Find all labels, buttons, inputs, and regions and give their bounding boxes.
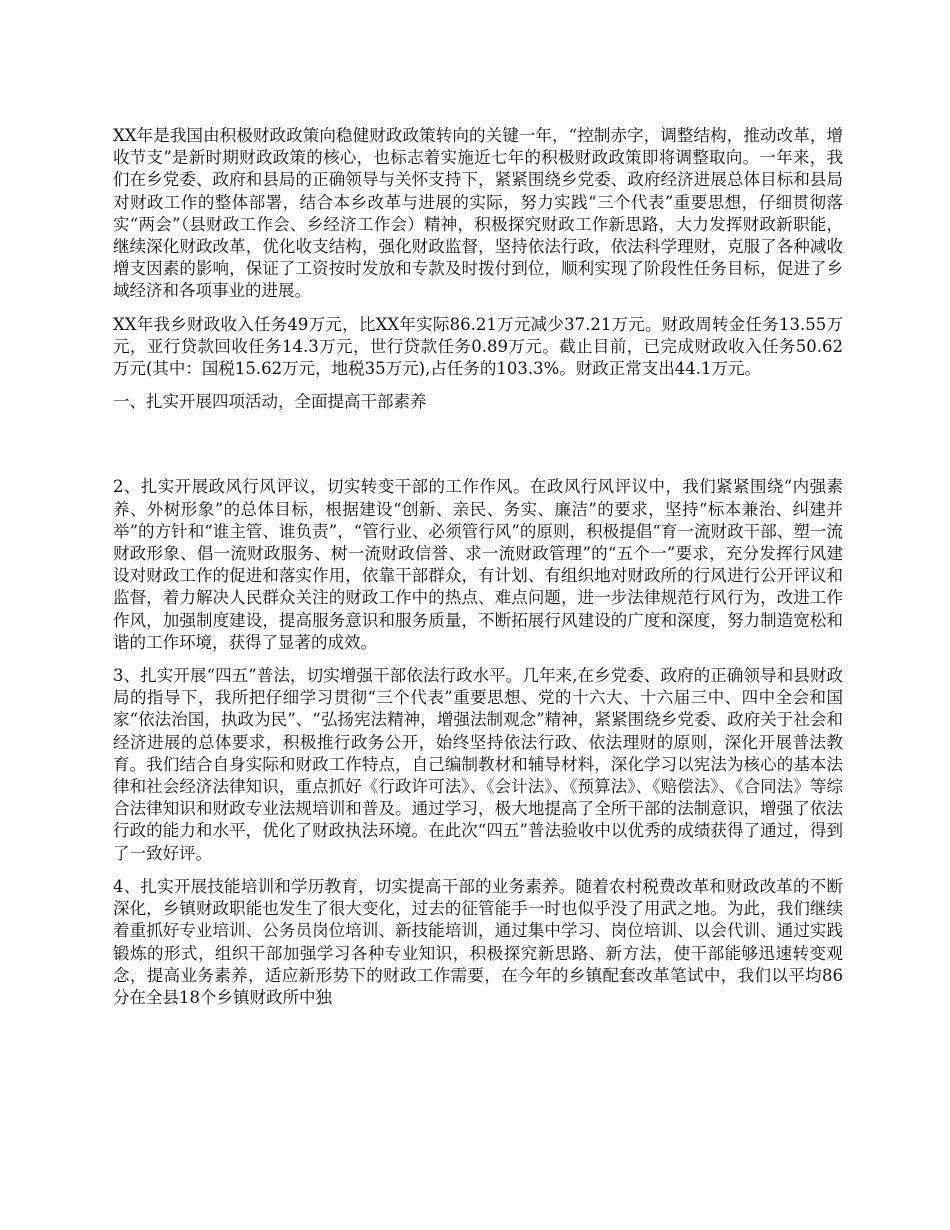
paragraph-revenue: XX年我乡财政收入任务49万元，比XX年实际86.21万元减少37.21万元。财政周转金任务13.55万元，亚行贷款回收任务14.3万元，世行贷款任务0.89万元。截止目前，已完成财政收入任务50.62万元(其中：国税15.62万元，地税35万元),占任务的103.3%。财政正常支出44.1万元。 <box>113 314 843 379</box>
paragraph-intro: XX年是我国由积极财政政策向稳健财政政策转向的关键一年，“控制赤字，调整结构，推动改革，增收节支”是新时期财政政策的核心，也标志着实施近七年的积极财政政策即将调整取向。一年来，我们在乡党委、政府和县局的正确领导与关怀支持下，紧紧围绕乡党委、政府经济进展总体目标和县局对财政工作的整体部署，结合本乡改革与进展的实际，努力实践“三个代表”重要思想，仔细贯彻落实“两会”（县财政工作会、乡经济工作会）精神，积极探究财政工作新思路，大力发挥财政新职能，继续深化财政改革，优化收支结构，强化财政监督，坚持依法行政，依法科学理财，克服了各种减收增支因素的影响，保证了工资按时发放和专款及时拨付到位，顺利实现了阶段性任务目标，促进了乡域经济和各项事业的进展。 <box>113 126 843 301</box>
paragraph-item-3: 3、扎实开展“四五”普法，切实增强干部依法行政水平。几年来,在乡党委、政府的正确领导和县财政局的指导下，我所把仔细学习贯彻“三个代表”重要思想、党的十六大、十六届三中、四中全会和国家“依法治国，执政为民”、“弘扬宪法精神，增强法制观念”精神，紧紧围绕乡党委、政府关于社会和经济进展的总体要求，积极推行政务公开，始终坚持依法行政、依法理财的原则，深化开展普法教育。我们结合自身实际和财政工作特点，自己编制教材和辅导材料，深化学习以宪法为核心的基本法律和社会经济法律知识，重点抓好《行政许可法》、《会计法》、《预算法》、《赔偿法》、《合同法》等综合法律知识和财政专业法规培训和普及。通过学习，极大地提高了全所干部的法制意识，增强了依法行政的能力和水平，优化了财政执法环境。在此次“四五”普法验收中以优秀的成绩获得了通过，得到了一致好评。 <box>113 666 843 863</box>
paragraph-item-4: 4、扎实开展技能培训和学历教育，切实提高干部的业务素养。随着农村税费改革和财政改革的不断深化，乡镇财政职能也发生了很大变化，过去的征管能手一时也似乎没了用武之地。为此，我们继续着重抓好专业培训、公务员岗位培训、新技能培训，通过集中学习、岗位培训、以会代训、通过实践锻炼的形式，组织干部加强学习各种专业知识，积极探究新思路、新方法，使干部能够迅速转变观念，提高业务素养，适应新形势下的财政工作需要，在今年的乡镇配套改革笔试中，我们以平均86分在全县18个乡镇财政所中独 <box>113 876 843 1007</box>
document-body <box>113 125 843 1020</box>
paragraph-item-2: 2、扎实开展政风行风评议，切实转变干部的工作作风。在政风行风评议中，我们紧紧围绕“内强素养、外树形象”的总体目标，根据建设“创新、亲民、务实、廉洁”的要求，坚持“标本兼治、纠建并举”的方针和“谁主管、谁负责”，“管行业、必须管行风”的原则，积极提倡“育一流财政干部、塑一流财政形象、倡一流财政服务、树一流财政信誉、求一流财政管理”的“五个一”要求，充分发挥行风建设对财政工作的促进和落实作用，依靠干部群众，有计划、有组织地对财政所的行风进行公开评议和监督，着力解决人民群众关注的财政工作中的热点、难点问题，进一步法律规范行风行为，改进工作作风，加强制度建设，提高服务意识和服务质量，不断拓展行风建设的广度和深度，努力制造宽松和谐的工作环境，获得了显著的成效。 <box>113 477 843 652</box>
blank-space <box>113 424 843 476</box>
section-heading: 一、扎实开展四项活动，全面提高干部素养 <box>113 392 427 412</box>
